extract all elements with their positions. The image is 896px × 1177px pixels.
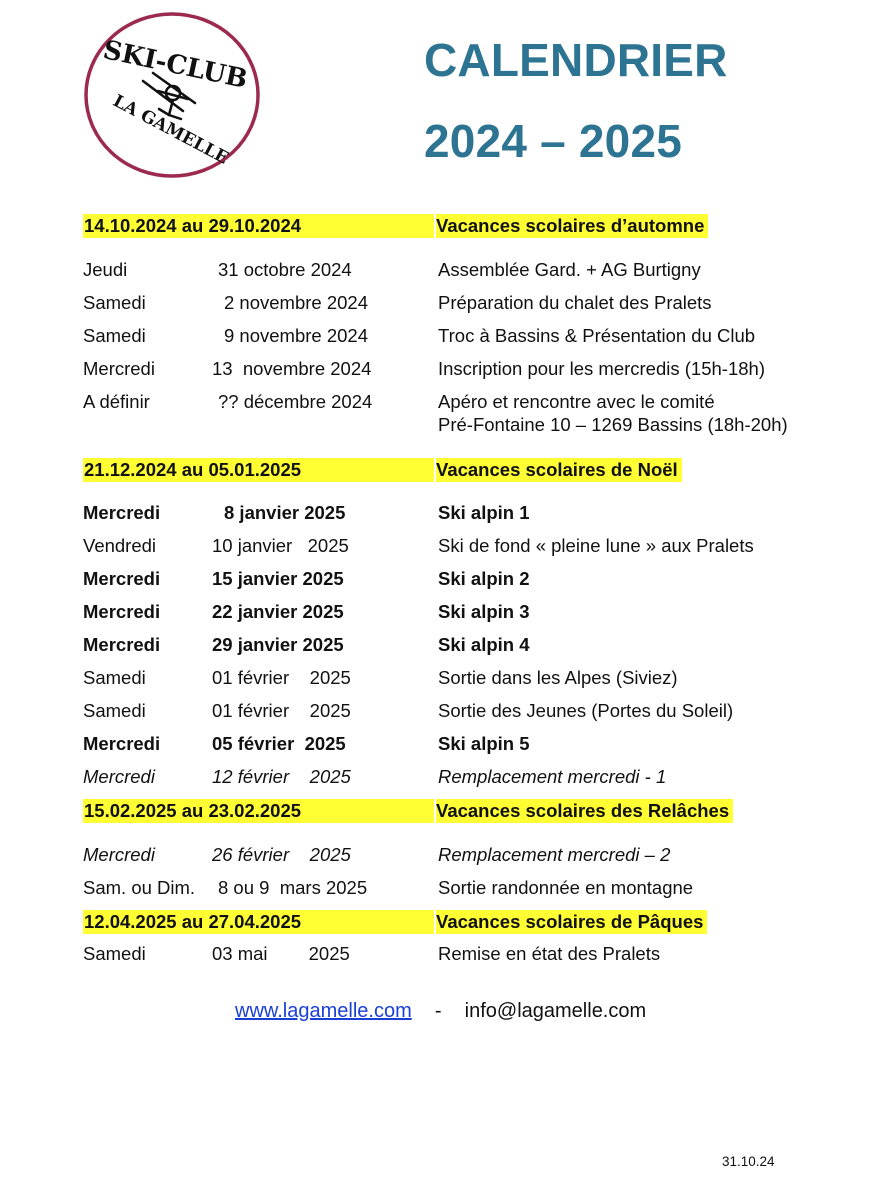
event-desc: Apéro et rencontre avec le comité bbox=[438, 391, 715, 412]
event-day: Mercredi bbox=[83, 502, 161, 523]
event-row bbox=[0, 700, 896, 726]
event-day: Mercredi bbox=[83, 358, 155, 379]
event-day: Samedi bbox=[83, 943, 146, 964]
website-link[interactable]: www.lagamelle.com bbox=[235, 1000, 412, 1022]
event-date: 31 octobre 2024 bbox=[218, 259, 352, 280]
event-date: 8 ou 9 mars 2025 bbox=[218, 877, 368, 898]
event-row bbox=[0, 535, 896, 561]
document-date: 31.10.24 bbox=[722, 1154, 775, 1169]
event-date: 13 novembre 2024 bbox=[212, 358, 372, 379]
event-row bbox=[0, 634, 896, 660]
event-row bbox=[0, 877, 896, 903]
event-desc: Sortie des Jeunes (Portes du Soleil) bbox=[438, 700, 734, 721]
event-day: Mercredi bbox=[83, 568, 161, 589]
event-desc: Ski alpin 1 bbox=[438, 502, 530, 523]
event-row bbox=[0, 358, 896, 384]
event-desc: Ski alpin 2 bbox=[438, 568, 530, 589]
period-dates: 21.12.2024 au 05.01.2025 bbox=[83, 458, 434, 482]
event-date: ?? décembre 2024 bbox=[218, 391, 373, 412]
club-logo bbox=[83, 11, 263, 181]
event-desc: Préparation du chalet des Pralets bbox=[438, 292, 712, 313]
event-day: Sam. ou Dim. bbox=[83, 877, 196, 898]
event-day: Mercredi bbox=[83, 733, 161, 754]
event-day: Samedi bbox=[83, 667, 146, 688]
event-date: 9 novembre 2024 bbox=[224, 325, 368, 346]
event-desc: Troc à Bassins & Présentation du Club bbox=[438, 325, 756, 346]
event-day: A définir bbox=[83, 391, 150, 412]
event-date: 8 janvier 2025 bbox=[224, 502, 346, 523]
event-date: 05 février 2025 bbox=[212, 733, 346, 754]
event-row bbox=[0, 568, 896, 594]
event-desc: Remise en état des Pralets bbox=[438, 943, 661, 964]
event-date: 29 janvier 2025 bbox=[212, 634, 344, 655]
event-row bbox=[0, 325, 896, 351]
event-day: Mercredi bbox=[83, 766, 155, 787]
contact-footer bbox=[235, 1000, 646, 1023]
event-row bbox=[0, 766, 896, 792]
page-title: CALENDRIER bbox=[424, 34, 728, 86]
event-day: Vendredi bbox=[83, 535, 157, 556]
period-dates: 14.10.2024 au 29.10.2024 bbox=[83, 214, 434, 238]
event-desc: Sortie dans les Alpes (Siviez) bbox=[438, 667, 678, 688]
event-desc: Inscription pour les mercredis (15h-18h) bbox=[438, 358, 765, 379]
event-desc: Ski alpin 5 bbox=[438, 733, 530, 754]
event-row bbox=[0, 667, 896, 693]
event-date: 26 février 2025 bbox=[212, 844, 351, 865]
event-desc: Sortie randonnée en montagne bbox=[438, 877, 694, 898]
event-desc: Ski de fond « pleine lune » aux Pralets bbox=[438, 535, 754, 556]
period-label: Vacances scolaires d’automne bbox=[436, 214, 708, 238]
event-row bbox=[0, 943, 896, 969]
event-row bbox=[0, 601, 896, 627]
logo-top-text: SKI-CLUB bbox=[100, 35, 250, 95]
event-date: 01 février 2025 bbox=[212, 667, 351, 688]
period-dates: 15.02.2025 au 23.02.2025 bbox=[83, 799, 434, 823]
event-row bbox=[0, 844, 896, 870]
event-day: Samedi bbox=[83, 700, 146, 721]
event-desc-line2: Pré-Fontaine 10 – 1269 Bassins (18h-20h) bbox=[438, 414, 788, 435]
event-row bbox=[0, 733, 896, 759]
event-date: 15 janvier 2025 bbox=[212, 568, 344, 589]
email-address: info@lagamelle.com bbox=[464, 1000, 647, 1022]
event-desc: Ski alpin 3 bbox=[438, 601, 530, 622]
period-label: Vacances scolaires de Noël bbox=[436, 458, 682, 482]
event-row bbox=[0, 259, 896, 285]
period-dates: 12.04.2025 au 27.04.2025 bbox=[83, 910, 434, 934]
footer-separator: - bbox=[434, 1000, 442, 1022]
event-day: Samedi bbox=[83, 325, 146, 346]
event-date: 01 février 2025 bbox=[212, 700, 351, 721]
event-row bbox=[0, 292, 896, 318]
event-day: Samedi bbox=[83, 292, 146, 313]
event-desc: Assemblée Gard. + AG Burtigny bbox=[438, 259, 701, 280]
event-date: 03 mai 2025 bbox=[212, 943, 350, 964]
event-desc: Remplacement mercredi – 2 bbox=[438, 844, 671, 865]
logo-bottom-text: LA GAMELLE bbox=[109, 91, 232, 169]
period-label: Vacances scolaires des Relâches bbox=[436, 799, 733, 823]
event-desc: Ski alpin 4 bbox=[438, 634, 530, 655]
event-date: 10 janvier 2025 bbox=[212, 535, 349, 556]
event-day: Jeudi bbox=[83, 259, 128, 280]
page-subtitle-years: 2024 – 2025 bbox=[424, 115, 683, 167]
event-desc: Remplacement mercredi - 1 bbox=[438, 766, 667, 787]
event-date: 22 janvier 2025 bbox=[212, 601, 344, 622]
event-row-continuation bbox=[0, 414, 896, 440]
event-row bbox=[0, 502, 896, 528]
event-day: Mercredi bbox=[83, 601, 161, 622]
period-label: Vacances scolaires de Pâques bbox=[436, 910, 707, 934]
event-day: Mercredi bbox=[83, 844, 155, 865]
event-date: 2 novembre 2024 bbox=[224, 292, 368, 313]
event-date: 12 février 2025 bbox=[212, 766, 351, 787]
event-day: Mercredi bbox=[83, 634, 161, 655]
